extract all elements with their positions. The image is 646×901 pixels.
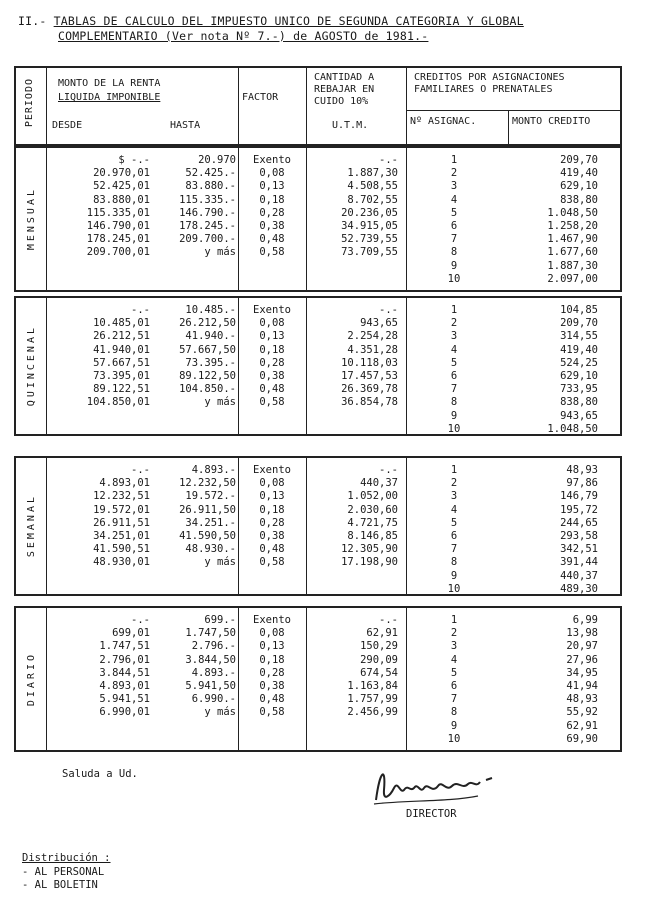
monto-credito-cell: 838,80 bbox=[560, 396, 598, 409]
hasta-cell: 6.990.- bbox=[191, 693, 236, 706]
asignac-cell: 5 bbox=[450, 666, 458, 679]
heading-line-2: COMPLEMENTARIO (Ver nota Nº 7.-) de AGOSTO de 1981.- bbox=[58, 29, 429, 43]
cantidad-cell: 4.351,28 bbox=[347, 343, 398, 356]
cantidad-cell: 2.456,99 bbox=[347, 706, 398, 719]
header-monto-1: MONTO DE LA RENTA bbox=[58, 78, 161, 89]
factor-cell: 0,38 bbox=[259, 530, 285, 542]
asignac-cell: 8 bbox=[450, 706, 458, 719]
asignac-cell: 2 bbox=[450, 317, 458, 330]
desde-cell: 104.850,01 bbox=[86, 396, 150, 409]
factor-cell: 0,28 bbox=[259, 356, 285, 369]
hasta-cell: y más bbox=[204, 396, 236, 409]
factor-cell: Exento bbox=[253, 614, 291, 626]
table-row bbox=[16, 330, 620, 343]
monto-credito-cell: 1.467,90 bbox=[547, 233, 598, 246]
hasta-cell: y más bbox=[204, 706, 236, 719]
table-row bbox=[16, 530, 620, 543]
asignac-cell: 6 bbox=[450, 370, 458, 382]
hasta-cell: 83.880.- bbox=[185, 180, 236, 193]
desde-cell: 6.990,01 bbox=[99, 706, 150, 719]
monto-credito-cell: 34,95 bbox=[566, 666, 598, 679]
table-row bbox=[16, 627, 620, 640]
cantidad-cell: 73.709,55 bbox=[341, 246, 398, 259]
desde-cell: 146.790,01 bbox=[86, 220, 150, 232]
monto-credito-cell: 629,10 bbox=[560, 370, 598, 382]
hasta-cell: 48.930.- bbox=[185, 543, 236, 556]
cantidad-cell: 20.236,05 bbox=[341, 206, 398, 219]
factor-cell: 0,38 bbox=[259, 680, 285, 692]
table-row bbox=[16, 640, 620, 653]
monto-credito-cell: 293,58 bbox=[560, 530, 598, 542]
asignac-cell: 6 bbox=[450, 530, 458, 542]
hasta-cell: 2.796.- bbox=[191, 640, 236, 653]
asignac-cell: 2 bbox=[450, 627, 458, 640]
asignac-cell: 5 bbox=[450, 356, 458, 369]
hasta-cell: 4.893.- bbox=[191, 464, 236, 476]
hasta-cell: 12.232,50 bbox=[179, 477, 236, 490]
table-row bbox=[16, 693, 620, 706]
table-row bbox=[16, 194, 620, 207]
desde-cell: 2.796,01 bbox=[99, 653, 150, 666]
asignac-cell: 4 bbox=[450, 343, 458, 356]
monto-credito-cell: 489,30 bbox=[560, 582, 598, 595]
asignac-cell: 9 bbox=[450, 259, 458, 272]
asignac-cell: 1 bbox=[450, 464, 458, 476]
desde-cell: 89.122,51 bbox=[93, 383, 150, 396]
table-row bbox=[16, 733, 620, 746]
factor-cell: 0,38 bbox=[259, 370, 285, 382]
cantidad-cell: 150,29 bbox=[360, 640, 398, 653]
table-row bbox=[16, 180, 620, 193]
asignac-cell: 4 bbox=[450, 653, 458, 666]
hasta-cell: 26.911,50 bbox=[179, 503, 236, 516]
factor-cell: 0,18 bbox=[259, 343, 285, 356]
table-row bbox=[16, 317, 620, 330]
table-row bbox=[16, 464, 620, 477]
monto-credito-cell: 69,90 bbox=[566, 732, 598, 745]
cantidad-cell: 1.887,30 bbox=[347, 167, 398, 180]
cantidad-cell: 62,91 bbox=[366, 627, 398, 640]
hasta-cell: 10.485.- bbox=[185, 304, 236, 316]
monto-credito-cell: 27,96 bbox=[566, 653, 598, 666]
factor-cell: 0,13 bbox=[259, 180, 285, 193]
monto-credito-cell: 629,10 bbox=[560, 180, 598, 193]
asignac-cell: 7 bbox=[450, 383, 458, 396]
monto-credito-cell: 1.048,50 bbox=[547, 422, 598, 435]
section-label-text: DIARIO bbox=[25, 651, 37, 707]
factor-cell: 0,28 bbox=[259, 206, 285, 219]
table-row bbox=[16, 410, 620, 423]
header-monto-2: LIQUIDA IMPONIBLE bbox=[58, 92, 161, 103]
desde-cell: 4.893,01 bbox=[99, 477, 150, 490]
table-row bbox=[16, 490, 620, 503]
cantidad-cell: 4.508,55 bbox=[347, 180, 398, 193]
factor-cell: 0,13 bbox=[259, 330, 285, 343]
section-mensual bbox=[14, 146, 622, 292]
section-semanal bbox=[14, 456, 622, 596]
table-row bbox=[16, 357, 620, 370]
section-quincenal bbox=[14, 296, 622, 436]
hasta-cell: 699.- bbox=[204, 614, 236, 626]
table-row bbox=[16, 220, 620, 233]
heading-prefix: II.- bbox=[18, 14, 47, 28]
hasta-cell: 5.941,50 bbox=[185, 680, 236, 692]
factor-cell: Exento bbox=[253, 304, 291, 316]
header-cantidad-3: CUIDO 10% bbox=[314, 96, 369, 107]
monto-credito-cell: 209,70 bbox=[560, 317, 598, 330]
table-row bbox=[16, 680, 620, 693]
table-row bbox=[16, 667, 620, 680]
desde-cell: -.- bbox=[131, 614, 150, 626]
cantidad-cell: 440,37 bbox=[360, 477, 398, 490]
header-hasta: HASTA bbox=[170, 120, 201, 131]
factor-cell: 0,08 bbox=[259, 317, 285, 330]
monto-credito-cell: 244,65 bbox=[560, 516, 598, 529]
header-desde: DESDE bbox=[52, 120, 83, 131]
header-creditos-1: CREDITOS POR ASIGNACIONES bbox=[414, 72, 565, 83]
table-row bbox=[16, 154, 620, 167]
cantidad-cell: 36.854,78 bbox=[341, 396, 398, 409]
distribucion-item-2: - AL BOLETIN bbox=[22, 879, 98, 891]
monto-credito-cell: 524,25 bbox=[560, 356, 598, 369]
monto-credito-cell: 342,51 bbox=[560, 543, 598, 556]
asignac-cell: 6 bbox=[450, 680, 458, 692]
factor-cell: 0,18 bbox=[259, 503, 285, 516]
hasta-cell: 89.122,50 bbox=[179, 370, 236, 382]
monto-credito-cell: 1.677,60 bbox=[547, 246, 598, 259]
table-row bbox=[16, 570, 620, 583]
asignac-cell: 3 bbox=[450, 640, 458, 653]
factor-cell: 0,58 bbox=[259, 396, 285, 409]
table-row bbox=[16, 246, 620, 259]
monto-credito-cell: 1.887,30 bbox=[547, 259, 598, 272]
desde-cell: 83.880,01 bbox=[93, 193, 150, 206]
monto-credito-cell: 6,99 bbox=[572, 614, 598, 626]
section-label-text: QUINCENAL bbox=[25, 325, 37, 407]
desde-cell: -.- bbox=[131, 304, 150, 316]
monto-credito-cell: 62,91 bbox=[566, 719, 598, 732]
factor-cell: 0,28 bbox=[259, 516, 285, 529]
table-row bbox=[16, 396, 620, 409]
desde-cell: 26.212,51 bbox=[93, 330, 150, 343]
desde-cell: 1.747,51 bbox=[99, 640, 150, 653]
table-row bbox=[16, 706, 620, 719]
desde-cell: -.- bbox=[131, 464, 150, 476]
factor-cell: 0,58 bbox=[259, 556, 285, 569]
factor-cell: 0,08 bbox=[259, 627, 285, 640]
hasta-cell: 3.844,50 bbox=[185, 653, 236, 666]
hasta-cell: 1.747,50 bbox=[185, 627, 236, 640]
cantidad-cell: 2.030,60 bbox=[347, 503, 398, 516]
hasta-cell: 115.335.- bbox=[179, 193, 236, 206]
asignac-cell: 6 bbox=[450, 220, 458, 232]
asignac-cell: 10 bbox=[447, 422, 461, 435]
asignac-cell: 3 bbox=[450, 180, 458, 193]
monto-credito-cell: 2.097,00 bbox=[547, 272, 598, 285]
factor-cell: 0,13 bbox=[259, 490, 285, 503]
asignac-cell: 10 bbox=[447, 732, 461, 745]
monto-credito-cell: 440,37 bbox=[560, 569, 598, 582]
asignac-cell: 10 bbox=[447, 272, 461, 285]
monto-credito-cell: 146,79 bbox=[560, 490, 598, 503]
hasta-cell: 34.251.- bbox=[185, 516, 236, 529]
hasta-cell: 57.667,50 bbox=[179, 343, 236, 356]
cantidad-cell: 12.305,90 bbox=[341, 543, 398, 556]
monto-credito-cell: 1.258,20 bbox=[547, 220, 598, 232]
header-monto-credito: MONTO CREDITO bbox=[512, 116, 591, 127]
table-row bbox=[16, 344, 620, 357]
asignac-cell: 8 bbox=[450, 396, 458, 409]
cantidad-cell: 1.757,99 bbox=[347, 693, 398, 706]
desde-cell: 34.251,01 bbox=[93, 530, 150, 542]
monto-credito-cell: 314,55 bbox=[560, 330, 598, 343]
asignac-cell: 5 bbox=[450, 516, 458, 529]
monto-credito-cell: 1.048,50 bbox=[547, 206, 598, 219]
desde-cell: 41.940,01 bbox=[93, 343, 150, 356]
section-diario bbox=[14, 606, 622, 752]
table-row bbox=[16, 543, 620, 556]
hasta-cell: 4.893.- bbox=[191, 666, 236, 679]
header-cantidad-1: CANTIDAD A bbox=[314, 72, 375, 83]
monto-credito-cell: 41,94 bbox=[566, 680, 598, 692]
factor-cell: 0,18 bbox=[259, 193, 285, 206]
hasta-cell: 209.700.- bbox=[179, 233, 236, 246]
table-row bbox=[16, 233, 620, 246]
factor-cell: Exento bbox=[253, 154, 291, 166]
monto-credito-cell: 104,85 bbox=[560, 304, 598, 316]
monto-credito-cell: 419,40 bbox=[560, 167, 598, 180]
asignac-cell: 1 bbox=[450, 614, 458, 626]
hasta-cell: 20.970 bbox=[198, 154, 236, 166]
desde-cell: 20.970,01 bbox=[93, 167, 150, 180]
cantidad-cell: 52.739,55 bbox=[341, 233, 398, 246]
director-signature bbox=[368, 760, 508, 810]
factor-cell: 0,58 bbox=[259, 246, 285, 259]
factor-cell: 0,48 bbox=[259, 543, 285, 556]
hasta-cell: y más bbox=[204, 556, 236, 569]
saluda-text: Saluda a Ud. bbox=[62, 768, 138, 780]
asignac-cell: 2 bbox=[450, 477, 458, 490]
monto-credito-cell: 391,44 bbox=[560, 556, 598, 569]
cantidad-cell: 17.198,90 bbox=[341, 556, 398, 569]
asignac-cell: 8 bbox=[450, 246, 458, 259]
desde-cell: 699,01 bbox=[112, 627, 150, 640]
cantidad-cell: 34.915,05 bbox=[341, 220, 398, 232]
distribucion-item-1: - AL PERSONAL bbox=[22, 866, 105, 878]
header-utm: U.T.M. bbox=[332, 120, 369, 131]
table-row bbox=[16, 273, 620, 286]
hasta-cell: 26.212,50 bbox=[179, 317, 236, 330]
desde-cell: 3.844,51 bbox=[99, 666, 150, 679]
cantidad-cell: -.- bbox=[379, 154, 398, 166]
cantidad-cell: 17.457,53 bbox=[341, 370, 398, 382]
table-row bbox=[16, 720, 620, 733]
cantidad-cell: 10.118,03 bbox=[341, 356, 398, 369]
distribucion-title: Distribución : bbox=[22, 852, 111, 864]
monto-credito-cell: 733,95 bbox=[560, 383, 598, 396]
cantidad-cell: 1.163,84 bbox=[347, 680, 398, 692]
desde-cell: $ -.- bbox=[118, 154, 150, 166]
desde-cell: 73.395,01 bbox=[93, 370, 150, 382]
desde-cell: 4.893,01 bbox=[99, 680, 150, 692]
director-label: DIRECTOR bbox=[406, 808, 457, 820]
table-row bbox=[16, 556, 620, 569]
desde-cell: 19.572,01 bbox=[93, 503, 150, 516]
asignac-cell: 7 bbox=[450, 693, 458, 706]
desde-cell: 115.335,01 bbox=[86, 206, 150, 219]
table-row bbox=[16, 260, 620, 273]
table-row bbox=[16, 207, 620, 220]
cantidad-cell: 1.052,00 bbox=[347, 490, 398, 503]
monto-credito-cell: 48,93 bbox=[566, 464, 598, 476]
heading-line-1: TABLAS DE CALCULO DEL IMPUESTO UNICO DE SEGUNDA CATEGORIA Y GLOBAL bbox=[53, 14, 524, 28]
factor-cell: 0,08 bbox=[259, 477, 285, 490]
table-row bbox=[16, 370, 620, 383]
desde-cell: 26.911,51 bbox=[93, 516, 150, 529]
factor-cell: 0,58 bbox=[259, 706, 285, 719]
desde-cell: 41.590,51 bbox=[93, 543, 150, 556]
hasta-cell: 146.790.- bbox=[179, 206, 236, 219]
asignac-cell: 7 bbox=[450, 233, 458, 246]
header-periodo: PERIODO bbox=[24, 78, 35, 128]
desde-cell: 5.941,51 bbox=[99, 693, 150, 706]
hasta-cell: 52.425.- bbox=[185, 167, 236, 180]
monto-credito-cell: 20,97 bbox=[566, 640, 598, 653]
desde-cell: 10.485,01 bbox=[93, 317, 150, 330]
table-row bbox=[16, 423, 620, 436]
desde-cell: 48.930,01 bbox=[93, 556, 150, 569]
factor-cell: 0,13 bbox=[259, 640, 285, 653]
factor-cell: 0,48 bbox=[259, 233, 285, 246]
section-label-text: MENSUAL bbox=[25, 187, 37, 251]
asignac-cell: 9 bbox=[450, 409, 458, 422]
monto-credito-cell: 55,92 bbox=[566, 706, 598, 719]
hasta-cell: 104.850.- bbox=[179, 383, 236, 396]
header-creditos-2: FAMILIARES O PRENATALES bbox=[414, 84, 553, 95]
hasta-cell: 41.940.- bbox=[185, 330, 236, 343]
table-row bbox=[16, 383, 620, 396]
asignac-cell: 9 bbox=[450, 569, 458, 582]
factor-cell: 0,08 bbox=[259, 167, 285, 180]
asignac-cell: 7 bbox=[450, 543, 458, 556]
cantidad-cell: 26.369,78 bbox=[341, 383, 398, 396]
cantidad-cell: -.- bbox=[379, 614, 398, 626]
monto-credito-cell: 97,86 bbox=[566, 477, 598, 490]
monto-credito-cell: 48,93 bbox=[566, 693, 598, 706]
monto-credito-cell: 419,40 bbox=[560, 343, 598, 356]
asignac-cell: 4 bbox=[450, 193, 458, 206]
desde-cell: 178.245,01 bbox=[86, 233, 150, 246]
header-factor: FACTOR bbox=[242, 92, 279, 103]
section-label-text: SEMANAL bbox=[25, 494, 37, 558]
table-row bbox=[16, 517, 620, 530]
hasta-cell: 178.245.- bbox=[179, 220, 236, 232]
desde-cell: 12.232,51 bbox=[93, 490, 150, 503]
table-header bbox=[14, 66, 622, 146]
table-row bbox=[16, 583, 620, 596]
monto-credito-cell: 838,80 bbox=[560, 193, 598, 206]
cantidad-cell: 8.702,55 bbox=[347, 193, 398, 206]
cantidad-cell: 4.721,75 bbox=[347, 516, 398, 529]
cantidad-cell: -.- bbox=[379, 464, 398, 476]
table-row bbox=[16, 504, 620, 517]
desde-cell: 209.700,01 bbox=[86, 246, 150, 259]
asignac-cell: 9 bbox=[450, 719, 458, 732]
asignac-cell: 3 bbox=[450, 490, 458, 503]
hasta-cell: 19.572.- bbox=[185, 490, 236, 503]
table-row bbox=[16, 304, 620, 317]
document-heading bbox=[18, 14, 524, 44]
asignac-cell: 2 bbox=[450, 167, 458, 180]
desde-cell: 57.667,51 bbox=[93, 356, 150, 369]
table-row bbox=[16, 614, 620, 627]
factor-cell: 0,48 bbox=[259, 693, 285, 706]
cantidad-cell: 2.254,28 bbox=[347, 330, 398, 343]
cantidad-cell: -.- bbox=[379, 304, 398, 316]
header-cantidad-2: REBAJAR EN bbox=[314, 84, 375, 95]
factor-cell: Exento bbox=[253, 464, 291, 476]
cantidad-cell: 943,65 bbox=[360, 317, 398, 330]
factor-cell: 0,48 bbox=[259, 383, 285, 396]
asignac-cell: 1 bbox=[450, 154, 458, 166]
monto-credito-cell: 195,72 bbox=[560, 503, 598, 516]
asignac-cell: 10 bbox=[447, 582, 461, 595]
cantidad-cell: 290,09 bbox=[360, 653, 398, 666]
table-row bbox=[16, 167, 620, 180]
table-row bbox=[16, 477, 620, 490]
factor-cell: 0,18 bbox=[259, 653, 285, 666]
table-row bbox=[16, 654, 620, 667]
cantidad-cell: 8.146,85 bbox=[347, 530, 398, 542]
asignac-cell: 8 bbox=[450, 556, 458, 569]
hasta-cell: y más bbox=[204, 246, 236, 259]
hasta-cell: 73.395.- bbox=[185, 356, 236, 369]
monto-credito-cell: 943,65 bbox=[560, 409, 598, 422]
desde-cell: 52.425,01 bbox=[93, 180, 150, 193]
factor-cell: 0,28 bbox=[259, 666, 285, 679]
asignac-cell: 3 bbox=[450, 330, 458, 343]
monto-credito-cell: 209,70 bbox=[560, 154, 598, 166]
asignac-cell: 1 bbox=[450, 304, 458, 316]
asignac-cell: 5 bbox=[450, 206, 458, 219]
hasta-cell: 41.590,50 bbox=[179, 530, 236, 542]
header-asignac: Nº ASIGNAC. bbox=[410, 116, 477, 127]
asignac-cell: 4 bbox=[450, 503, 458, 516]
cantidad-cell: 674,54 bbox=[360, 666, 398, 679]
factor-cell: 0,38 bbox=[259, 220, 285, 232]
monto-credito-cell: 13,98 bbox=[566, 627, 598, 640]
